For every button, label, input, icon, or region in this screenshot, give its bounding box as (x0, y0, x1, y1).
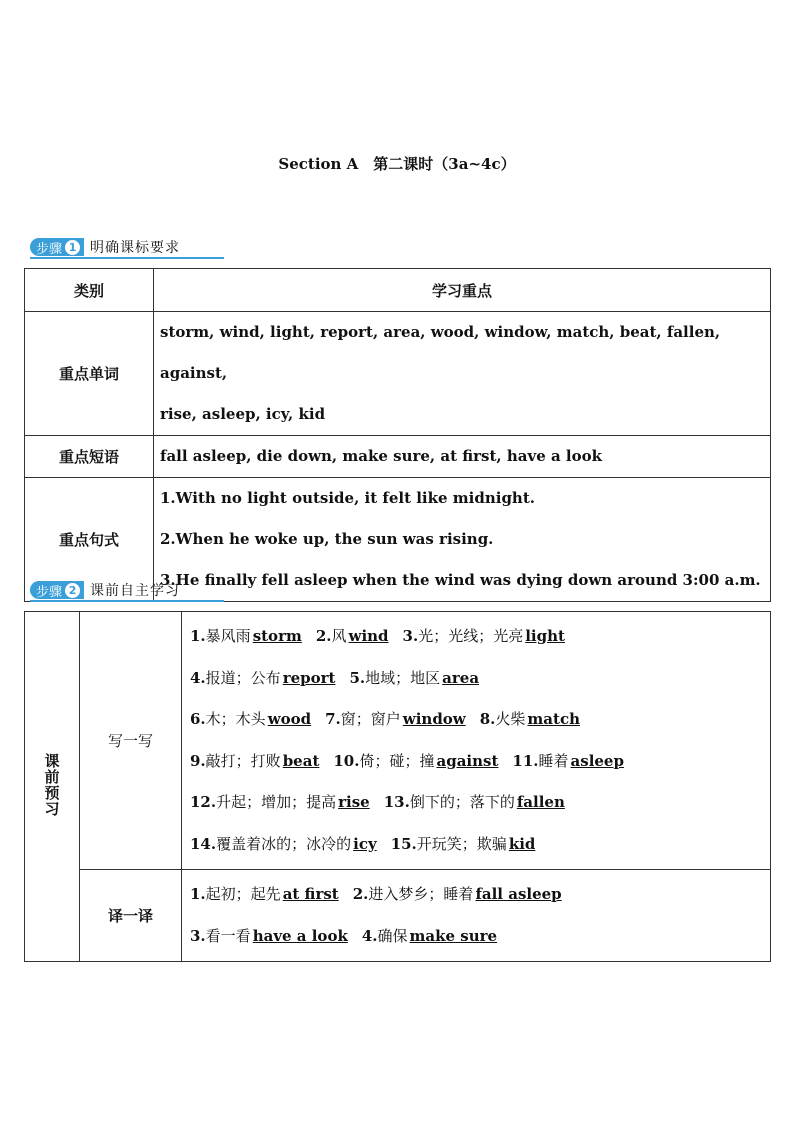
item-chinese: 睡着 (538, 751, 569, 770)
item-answer: make sure (409, 926, 498, 945)
item-number: 4. (190, 668, 206, 687)
section-label-translate: 译一译 (80, 870, 182, 962)
step-2-label: 课前自主学习 (90, 583, 181, 599)
item-answer: at first (282, 885, 339, 903)
write-line (190, 616, 762, 658)
item-number: 13. (383, 793, 410, 811)
item-number: 10. (333, 751, 360, 770)
words-line-2: rise, asleep, icy, kid (160, 405, 326, 423)
step-1-number: 1 (65, 240, 80, 255)
item-chinese: 进入梦乡；睡着 (368, 885, 474, 903)
item-answer: fallen (516, 793, 565, 811)
item-chinese: 看一看 (205, 926, 251, 945)
item-answer: asleep (570, 751, 624, 770)
words-line-1: storm, wind, light, report, area, wood, window, match, beat, fallen, against, (160, 323, 721, 382)
step-1-header (30, 237, 180, 257)
item-number: 9. (190, 751, 206, 770)
item-chinese: 地域；地区 (365, 668, 441, 687)
category-sentences: 重点句式 (25, 478, 154, 602)
step-1-badge (30, 238, 84, 256)
item-answer: fall asleep (475, 885, 562, 903)
write-content (182, 612, 771, 870)
key-points-table (24, 268, 771, 602)
item-number: 15. (390, 834, 417, 853)
write-line (190, 741, 762, 783)
category-phrases: 重点短语 (25, 436, 154, 478)
step-1-underline (30, 257, 224, 259)
item-number: 1. (190, 885, 206, 903)
item-number: 2. (352, 885, 369, 903)
translate-line (190, 916, 762, 958)
item-chinese: 风 (331, 627, 347, 645)
item-number: 3. (402, 627, 419, 645)
item-number: 8. (479, 710, 496, 728)
item-chinese: 光；光线；光亮 (418, 627, 524, 645)
item-chinese: 开玩笑；欺骗 (416, 834, 507, 853)
sentence-3: 3.He finally fell asleep when the wind was dying down around 3:00 a.m. (160, 571, 761, 589)
item-number: 6. (190, 710, 206, 728)
item-answer: icy (353, 834, 377, 853)
section-label-write: 写一写 (80, 612, 182, 870)
item-chinese: 窗；窗户 (340, 710, 401, 728)
write-line (190, 782, 762, 824)
item-answer: beat (282, 751, 320, 770)
phrases-line-1: fall asleep, die down, make sure, at first, have a look (160, 447, 603, 465)
step-1-badge-text: 步骤 (36, 241, 63, 257)
item-number: 1. (190, 627, 206, 645)
item-answer: report (282, 668, 336, 687)
item-chinese: 木；木头 (205, 710, 266, 728)
write-line (190, 699, 762, 741)
item-chinese: 起初；起先 (205, 885, 281, 903)
step-2-number: 2 (65, 583, 80, 598)
side-label-cell (25, 612, 80, 962)
table-row-phrases (25, 436, 771, 478)
step-2-header (30, 580, 180, 600)
step-2-underline (30, 600, 224, 602)
translate-line (190, 874, 762, 916)
sentence-1: 1.With no light outside, it felt like midnight. (160, 489, 535, 507)
write-section-row (25, 612, 771, 870)
item-number: 3. (190, 926, 206, 945)
header-category: 类别 (25, 269, 154, 312)
item-chinese: 升起；增加；提高 (216, 793, 337, 811)
item-answer: storm (252, 627, 302, 645)
sentence-2: 2.When he woke up, the sun was rising. (160, 530, 494, 548)
item-number: 4. (361, 926, 378, 945)
sentences-cell (154, 478, 771, 602)
translate-content (182, 870, 771, 962)
side-label: 课前预习 (42, 752, 61, 817)
item-chinese: 覆盖着冰的；冰冷的 (216, 834, 352, 853)
item-answer: have a look (252, 926, 348, 945)
item-answer: against (436, 751, 499, 770)
item-answer: wood (267, 710, 312, 728)
header-focus: 学习重点 (154, 269, 771, 312)
write-line (190, 824, 762, 866)
item-number: 12. (190, 793, 217, 811)
table-row-words (25, 312, 771, 436)
phrases-cell (154, 436, 771, 478)
item-chinese: 倒下的；落下的 (409, 793, 515, 811)
item-number: 11. (512, 751, 539, 770)
translate-section-row (25, 870, 771, 962)
item-number: 5. (349, 668, 366, 687)
item-answer: rise (338, 793, 370, 811)
item-chinese: 报道；公布 (205, 668, 281, 687)
item-answer: light (525, 627, 565, 645)
item-chinese: 倚；碰；撞 (359, 751, 435, 770)
item-chinese: 确保 (377, 926, 408, 945)
item-chinese: 火柴 (495, 710, 526, 728)
item-number: 14. (190, 834, 217, 853)
category-words: 重点单词 (25, 312, 154, 436)
item-number: 7. (325, 710, 341, 728)
item-chinese: 暴风雨 (205, 627, 251, 645)
item-answer: area (442, 668, 480, 687)
item-chinese: 敲打；打败 (205, 751, 281, 770)
write-line (190, 658, 762, 700)
step-1-label: 明确课标要求 (90, 240, 181, 256)
step-2-badge (30, 581, 84, 599)
preview-table (24, 611, 771, 962)
table-header-row (25, 269, 771, 312)
step-2-badge-text: 步骤 (36, 584, 63, 600)
page-title: Section A 第二课时（3a~4c） (278, 155, 516, 173)
item-answer: kid (508, 834, 536, 853)
item-answer: window (402, 710, 466, 728)
item-answer: wind (348, 627, 389, 645)
item-number: 2. (315, 627, 332, 645)
item-answer: match (527, 710, 580, 728)
words-cell (154, 312, 771, 436)
